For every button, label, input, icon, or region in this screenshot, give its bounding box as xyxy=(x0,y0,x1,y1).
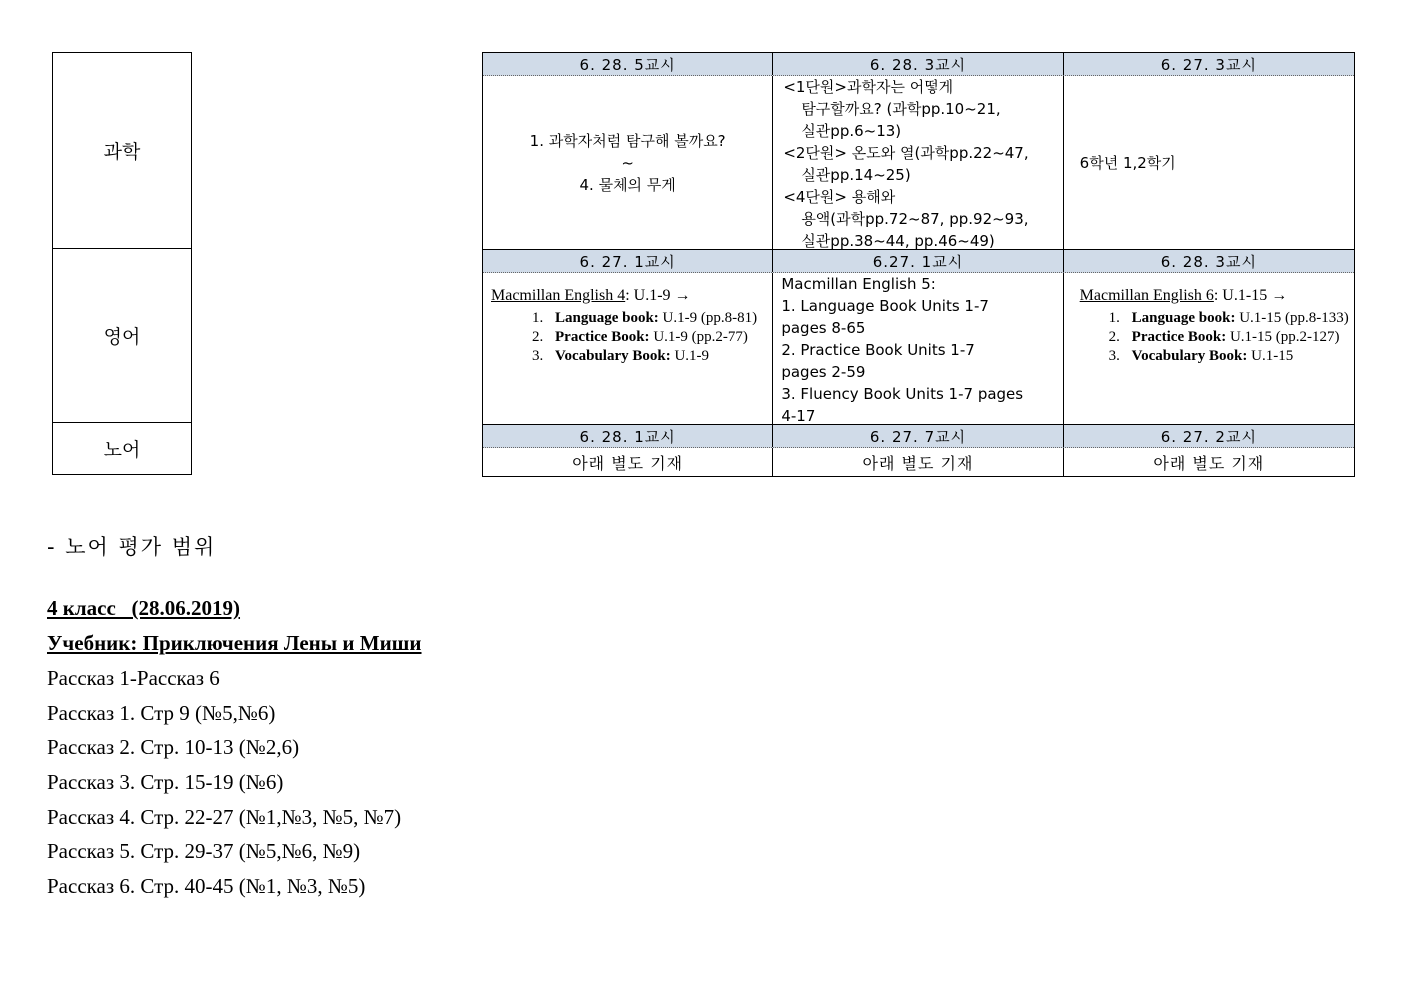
range-line: 실관pp.14~25) xyxy=(801,166,911,184)
subject-english xyxy=(52,248,192,423)
science-body-row xyxy=(483,76,1354,250)
range-line: 6학년 1,2학기 xyxy=(1079,153,1176,172)
date-cell: 6.27. 1교시 xyxy=(773,250,1063,272)
book-title-line xyxy=(1080,287,1354,305)
exam-schedule-table xyxy=(482,52,1355,477)
science-range-grade4 xyxy=(483,76,773,249)
book-range: : U.1-15 → xyxy=(1213,287,1288,304)
science-range-grade6 xyxy=(1064,76,1354,249)
range-line: 2. Practice Book Units 1-7 xyxy=(781,341,975,359)
date-cell: 6. 27. 1교시 xyxy=(483,250,773,272)
subject-russian xyxy=(52,422,192,475)
english-range-grade4 xyxy=(483,273,773,424)
date-cell: 6. 27. 2교시 xyxy=(1160,427,1257,446)
russian-range-line: Рассказ 6. Стр. 40-45 (№1, №3, №5) xyxy=(47,874,366,898)
book-title: Macmillan English 6 xyxy=(1079,287,1214,304)
russian-header-row xyxy=(483,425,1354,448)
book-title-line xyxy=(491,287,772,305)
science-header-row xyxy=(483,53,1354,76)
russian-range-line: Рассказ 3. Стр. 15-19 (№6) xyxy=(47,770,284,794)
date-cell: 6. 28. 3교시 xyxy=(773,53,1063,75)
english-range-grade6 xyxy=(1064,273,1354,424)
list-item: 3. Vocabulary Book: U.1-9 xyxy=(547,347,772,366)
science-range-grade5 xyxy=(773,76,1063,249)
book-range: : U.1-9 → xyxy=(625,287,691,304)
list-item: 1. Language book: U.1-9 (pp.8-81) xyxy=(547,309,772,328)
section-title: - 노어 평가 범위 xyxy=(47,535,217,559)
english-header-row xyxy=(483,250,1354,273)
range-line: 4-17 xyxy=(781,407,816,425)
russian-range-line: Рассказ 5. Стр. 29-37 (№5,№6, №9) xyxy=(47,839,361,863)
range-line: 3. Fluency Book Units 1-7 pages xyxy=(781,385,1024,403)
russian-range-cell: 아래 별도 기재 xyxy=(773,448,1063,476)
range-line: 탐구할까요? (과학pp.10~21, xyxy=(801,100,1001,118)
list-item: 2. Practice Book: U.1-15 (pp.2-127) xyxy=(1124,328,1354,347)
russian-textbook-heading: Учебник: Приключения Лены и Миши xyxy=(47,631,422,655)
subject-label: 영어 xyxy=(103,325,141,348)
english-body-row xyxy=(483,273,1354,425)
range-line: 실관pp.38~44, pp.46~49) xyxy=(801,232,995,249)
book-list xyxy=(491,309,772,366)
date-cell: 6. 27. 3교시 xyxy=(1160,55,1257,74)
range-line: <2단원> 온도와 열(과학pp.22~47, xyxy=(783,144,1029,162)
range-line: 실관pp.6~13) xyxy=(801,122,902,140)
russian-range-line: Рассказ 2. Стр. 10-13 (№2,6) xyxy=(47,735,300,759)
book-list xyxy=(1080,309,1354,366)
range-line: <1단원>과학자는 어떻게 xyxy=(783,78,954,96)
range-line: 용액(과학pp.72~87, pp.92~93, xyxy=(801,210,1029,228)
range-line: 1. Language Book Units 1-7 xyxy=(781,297,989,315)
range-line: 4. 물체의 무게 xyxy=(579,175,676,194)
range-line: 1. 과학자처럼 탐구해 볼까요? xyxy=(529,131,726,150)
subject-label: 노어 xyxy=(103,439,141,461)
russian-body-row xyxy=(483,448,1354,476)
range-line: ~ xyxy=(621,153,634,172)
list-item: 1. Language book: U.1-15 (pp.8-133) xyxy=(1124,309,1354,328)
subject-label: 과학 xyxy=(103,141,141,163)
book-title: Macmillan English 4 xyxy=(491,287,626,304)
russian-range-line: Рассказ 1-Рассказ 6 xyxy=(47,666,220,690)
russian-grade-heading: 4 класс (28.06.2019) xyxy=(47,596,241,620)
russian-range-cell: 아래 별도 기재 xyxy=(1153,453,1265,473)
date-cell: 6. 28. 1교시 xyxy=(483,425,773,447)
range-line: pages 2-59 xyxy=(781,363,866,381)
russian-range-line: Рассказ 1. Стр 9 (№5,№6) xyxy=(47,701,276,725)
english-range-grade5 xyxy=(773,273,1063,424)
russian-range-cell: 아래 별도 기재 xyxy=(483,448,773,476)
date-cell: 6. 27. 7교시 xyxy=(773,425,1063,447)
russian-range-line: Рассказ 4. Стр. 22-27 (№1,№3, №5, №7) xyxy=(47,805,402,829)
list-item: 2. Practice Book: U.1-9 (pp.2-77) xyxy=(547,328,772,347)
range-line: <4단원> 용해와 xyxy=(783,188,896,206)
list-item: 3. Vocabulary Book: U.1-15 xyxy=(1124,347,1354,366)
date-cell: 6. 28. 3교시 xyxy=(1160,252,1257,271)
subject-science xyxy=(52,52,192,249)
range-line: pages 8-65 xyxy=(781,319,866,337)
range-line: Macmillan English 5: xyxy=(781,275,936,293)
date-cell: 6. 28. 5교시 xyxy=(483,53,773,75)
